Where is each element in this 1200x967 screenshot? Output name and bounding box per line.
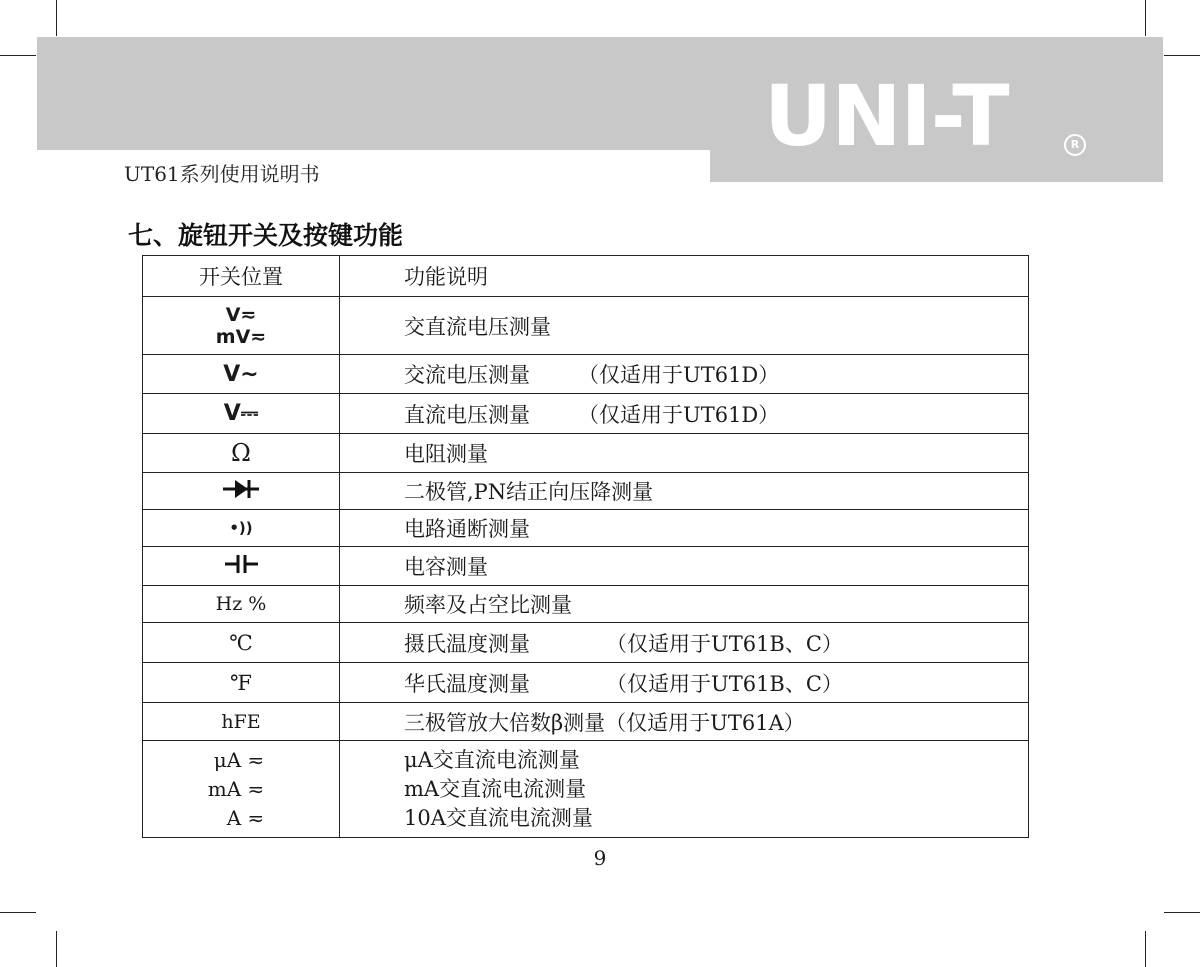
function-desc [340, 663, 1029, 703]
symbol-mv-acdc: mV≂ [215, 325, 267, 348]
table-row [143, 623, 1029, 663]
crop-mark [1145, 0, 1146, 36]
header-switch-position: 开关位置 [143, 256, 340, 297]
celsius-icon: ℃ [143, 623, 340, 663]
desc-ma: mA交直流电流测量 [404, 776, 587, 801]
function-desc: 三极管放大倍数β测量（仅适用于UT61A） [340, 703, 1029, 741]
function-desc [340, 623, 1029, 663]
current-descs [340, 741, 1029, 838]
page-number: 9 [593, 846, 607, 870]
desc-note: （仅适用于UT61B、C） [606, 631, 843, 656]
brand-logo: UNI-T [764, 67, 1009, 165]
table-row [143, 703, 1029, 741]
function-desc: 电容测量 [340, 547, 1029, 586]
desc-text: 交流电压测量 [404, 363, 530, 387]
table-row [143, 394, 1029, 434]
capacitor-icon-svg [221, 552, 261, 576]
table-row [143, 297, 1029, 355]
switch-symbol-volt-acdc [143, 297, 340, 355]
diode-icon-svg [221, 477, 261, 501]
symbol-v-acdc: V≂ [225, 303, 257, 326]
diode-icon [143, 473, 340, 510]
function-desc: 电路通断测量 [340, 510, 1029, 547]
desc-note: （仅适用于UT61D） [578, 363, 780, 387]
symbol-a-acdc: A ≂ [226, 805, 265, 830]
table-row [143, 586, 1029, 623]
function-table [142, 255, 1029, 838]
fahrenheit-icon: ℉ [143, 663, 340, 703]
crop-mark [0, 912, 36, 913]
symbol-hz-percent: Hz % [143, 586, 340, 623]
desc-note: （仅适用于UT61B、C） [606, 671, 843, 696]
crop-mark [1164, 912, 1200, 913]
desc-ua: μA交直流电流测量 [404, 747, 580, 772]
function-desc [340, 394, 1029, 434]
table-row [143, 663, 1029, 703]
table-row-current [143, 741, 1029, 838]
symbol-hfe: hFE [143, 703, 340, 741]
crop-mark [56, 0, 57, 36]
crop-mark [0, 55, 36, 56]
section-title: 七、旋钮开关及按键功能 [128, 221, 404, 250]
symbol-v-ac: V∼ [143, 355, 340, 394]
function-desc: 二极管,PN结正向压降测量 [340, 473, 1029, 510]
table-row [143, 547, 1029, 586]
function-desc: 交直流电压测量 [340, 297, 1029, 355]
crop-mark [56, 931, 57, 967]
function-desc: 频率及占空比测量 [340, 586, 1029, 623]
table-row [143, 510, 1029, 547]
symbol-v-dc: V⎓ [143, 394, 340, 434]
symbol-ma-acdc: mA ≂ [207, 776, 265, 801]
document-title: UT61系列使用说明书 [124, 162, 320, 186]
ohm-icon: Ω [143, 434, 340, 473]
table-row [143, 355, 1029, 394]
function-desc: 电阻测量 [340, 434, 1029, 473]
desc-text: 摄氏温度测量 [404, 631, 530, 656]
table-row [143, 473, 1029, 510]
symbol-ua-acdc: μA ≂ [213, 747, 265, 772]
desc-note: （仅适用于UT61D） [578, 402, 780, 427]
continuity-icon: •)) [143, 510, 340, 547]
table-header-row [143, 256, 1029, 297]
registered-mark-icon: R [1064, 134, 1086, 156]
header-function: 功能说明 [340, 256, 1029, 297]
crop-mark [1145, 931, 1146, 967]
crop-mark [1164, 55, 1200, 56]
desc-text: 直流电压测量 [404, 402, 530, 427]
current-symbols [143, 741, 340, 838]
function-desc [340, 355, 1029, 394]
desc-10a: 10A交直流电流测量 [404, 805, 593, 830]
desc-text: 华氏温度测量 [404, 671, 530, 696]
capacitor-icon [143, 547, 340, 586]
table-row [143, 434, 1029, 473]
